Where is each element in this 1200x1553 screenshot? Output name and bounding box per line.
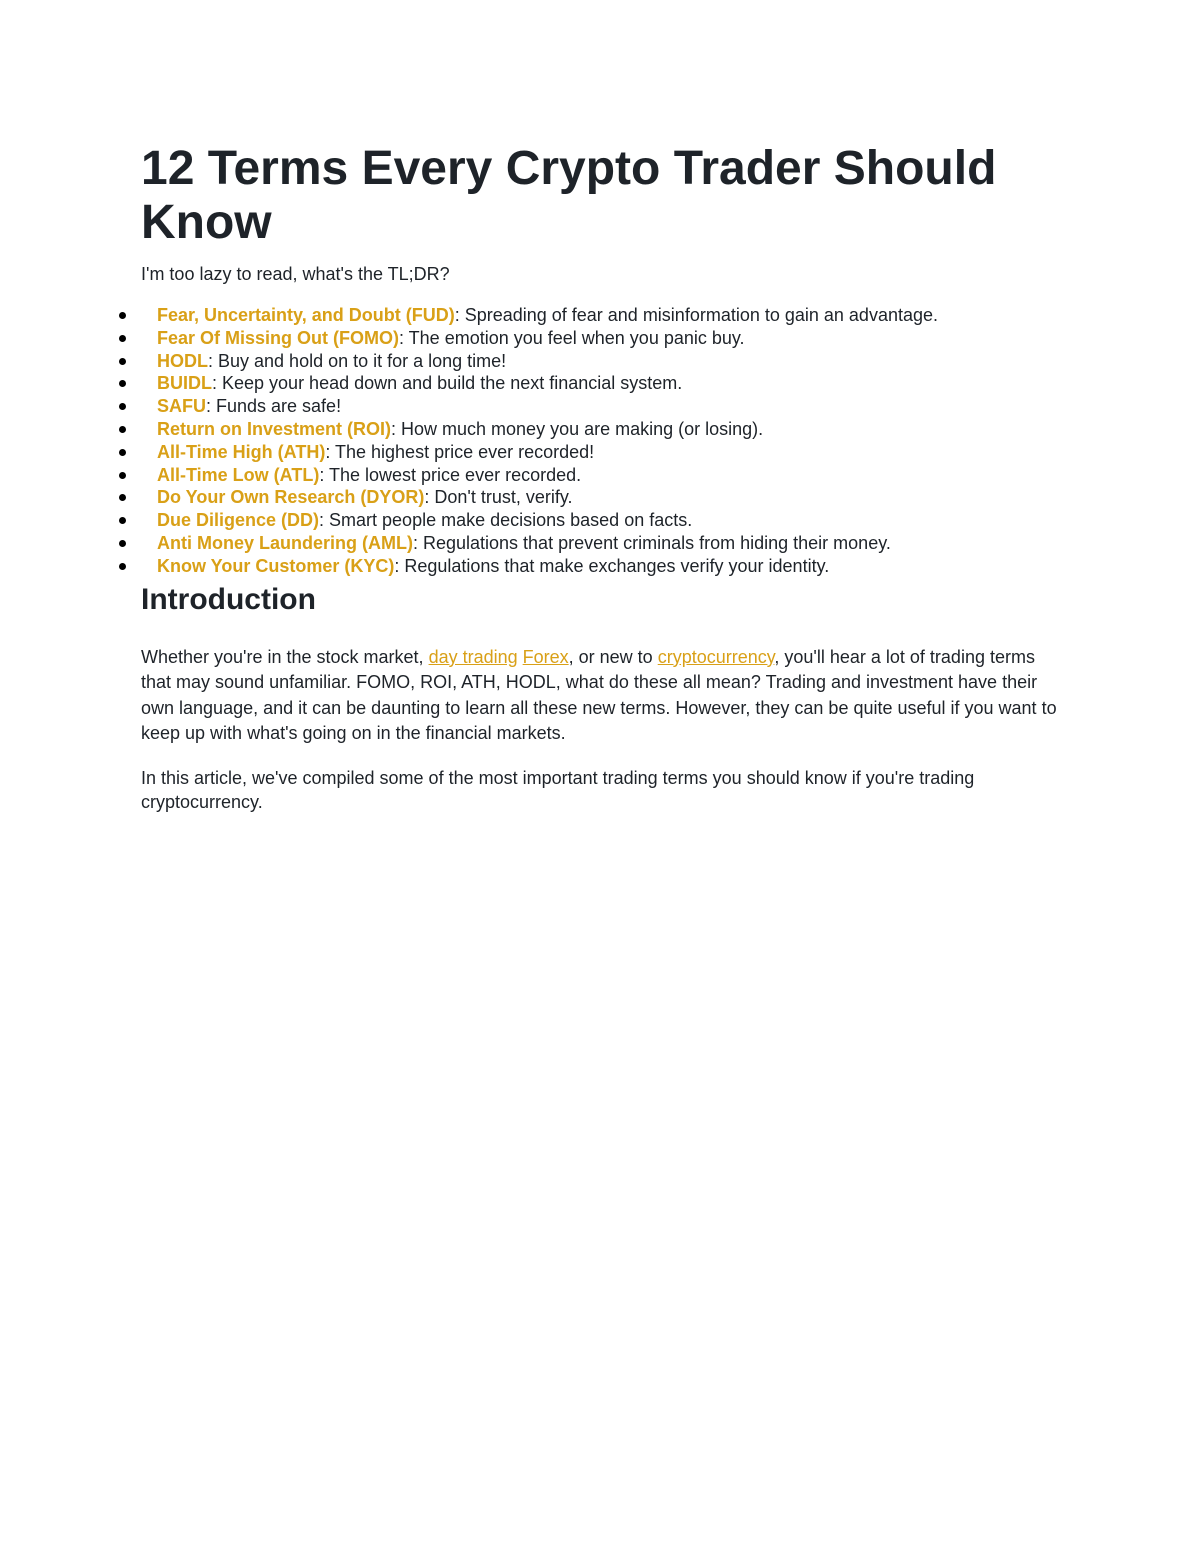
list-item (141, 464, 1061, 487)
term-definition: : Don't trust, verify. (424, 487, 573, 508)
term-definition: : Regulations that prevent criminals from hiding their money. (412, 532, 891, 553)
term-definition: : Keep your head down and build the next financial system. (212, 373, 683, 394)
list-item (141, 486, 1061, 509)
intro-text-end: , you'll hear a lot of trading terms that may sound unfamiliar. FOMO, ROI, ATH, HODL, what do these all mean? Trading and investment have their own language, and it can be daunting to learn all these new terms. However, they can be quite useful if you want to keep up with what's going on in the financial markets. (141, 646, 1057, 744)
term-name: Do Your Own Research (DYOR) (157, 487, 425, 508)
bullet-icon (119, 540, 126, 547)
term-definition: : Smart people make decisions based on facts. (319, 510, 693, 531)
intro-paragraph (141, 645, 1061, 747)
bullet-icon (119, 426, 126, 433)
list-item (141, 555, 1061, 578)
bullet-icon (119, 335, 126, 342)
page-title: 12 Terms Every Crypto Trader Should Know (141, 142, 997, 249)
term-definition: : Spreading of fear and misinformation to gain an advantage. (454, 305, 938, 325)
term-name: HODL (157, 350, 208, 371)
term-name: Return on Investment (ROI) (157, 418, 392, 439)
term-name: Anti Money Laundering (AML) (157, 532, 413, 553)
bullet-icon (119, 380, 126, 387)
term-definition: : How much money you are making (or losing). (391, 418, 764, 439)
list-item (141, 441, 1061, 464)
term-definition: : Regulations that make exchanges verify your identity. (394, 555, 830, 576)
article-summary-paragraph: In this article, we've compiled some of the most important trading terms you should know if you're trading cryptocurrency. (141, 767, 975, 812)
section-heading-introduction: Introduction (141, 582, 316, 616)
term-definition: : Buy and hold on to it for a long time! (208, 350, 507, 371)
list-item (141, 350, 1061, 373)
term-name: Know Your Customer (KYC) (157, 555, 395, 576)
list-item (141, 509, 1061, 532)
intro-text-middle: , or new to (568, 646, 658, 667)
bullet-icon (119, 494, 126, 501)
term-definition: : The emotion you feel when you panic buy. (399, 327, 745, 348)
term-definition: : The lowest price ever recorded. (319, 464, 582, 485)
term-name: All-Time High (ATH) (157, 441, 326, 462)
bullet-icon (119, 517, 126, 524)
list-item (141, 418, 1061, 441)
document-page (141, 142, 1061, 814)
term-name: Fear, Uncertainty, and Doubt (FUD) (157, 305, 455, 325)
term-name: Fear Of Missing Out (FOMO) (157, 327, 399, 348)
bullet-icon (119, 403, 126, 410)
term-name: BUIDL (157, 373, 212, 394)
forex-link[interactable]: Forex (522, 646, 569, 667)
bullet-icon (119, 358, 126, 365)
term-name: All-Time Low (ATL) (157, 464, 320, 485)
intro-text-start: Whether you're in the stock market, (141, 646, 429, 667)
cryptocurrency-link[interactable]: cryptocurrency (657, 646, 775, 667)
bullet-icon (119, 449, 126, 456)
list-item (141, 327, 1061, 350)
day-trading-link[interactable]: day trading (428, 646, 518, 667)
bullet-icon (119, 472, 126, 479)
term-definition: : The highest price ever recorded! (325, 441, 595, 462)
list-item (141, 304, 1061, 327)
term-name: SAFU (157, 396, 206, 417)
list-item (141, 395, 1061, 418)
bullet-icon (119, 563, 126, 570)
list-item (141, 532, 1061, 555)
list-item (141, 372, 1061, 395)
terms-list (141, 304, 1061, 578)
tldr-question: I'm too lazy to read, what's the TL;DR? (141, 264, 450, 284)
term-name: Due Diligence (DD) (157, 510, 320, 531)
term-definition: : Funds are safe! (206, 396, 342, 417)
bullet-icon (119, 312, 126, 319)
